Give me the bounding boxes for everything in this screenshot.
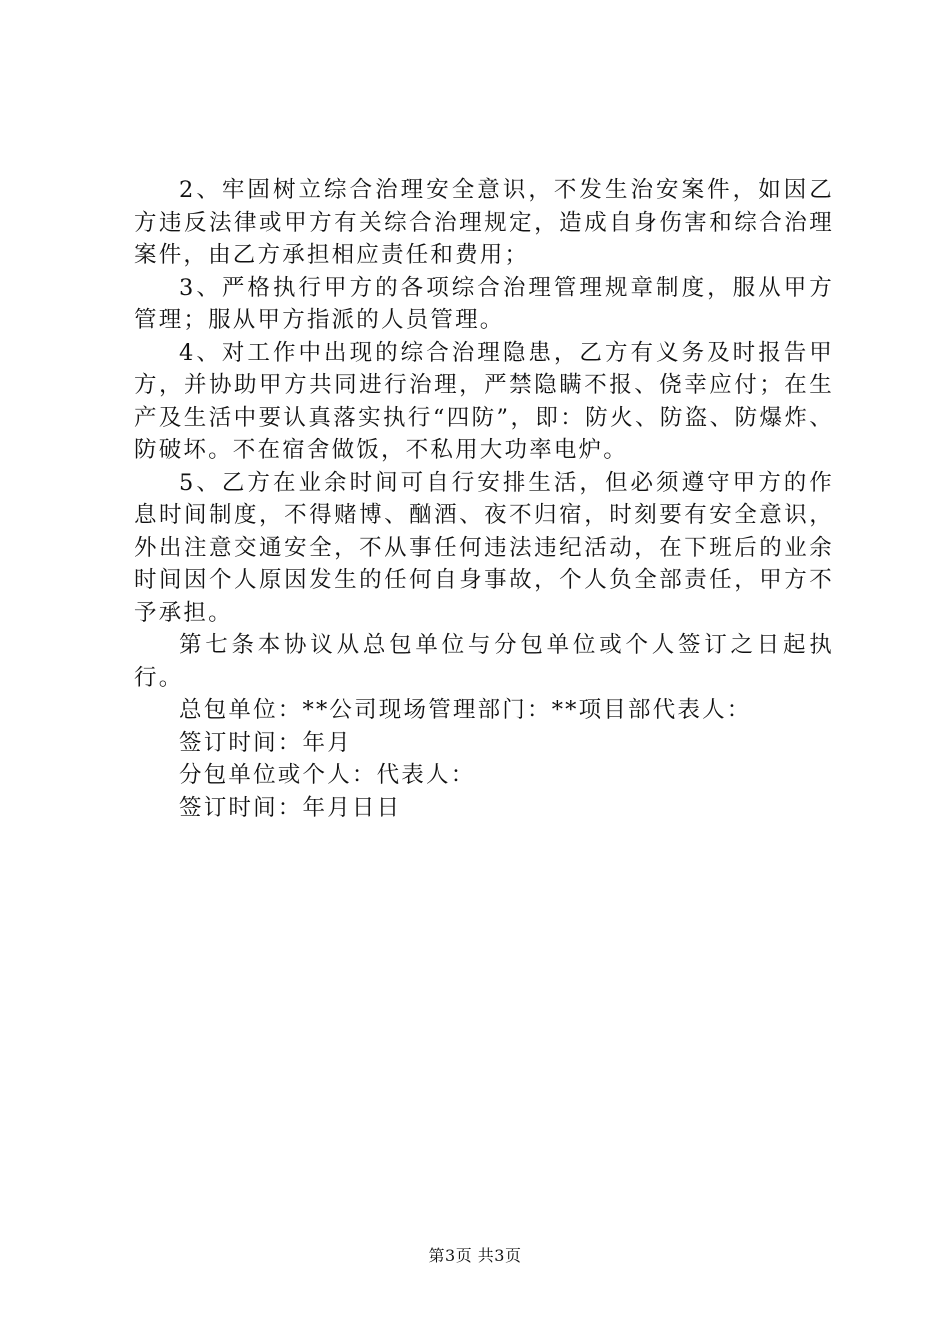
clause-4: 4、对工作中出现的综合治理隐患，乙方有义务及时报告甲方，并协助甲方共同进行治理，严禁隐瞒不报、侥幸应付；在生产及生活中要认真落实执行“四防”，即：防火、防盗、防爆炸、防破坏。不在宿舍做饭，不私用大功率电炉。 (134, 339, 834, 463)
signing-date-line-1: 签订时间：年月 (179, 729, 352, 756)
article-7: 第七条本协议从总包单位与分包单位或个人签订之日起执行。 (134, 632, 834, 691)
clause-5: 5、乙方在业余时间可自行安排生活，但必须遵守甲方的作息时间制度，不得赌博、酗酒、夜不归宿，时刻要有安全意识，外出注意交通安全，不从事任何违法违纪活动，在下班后的业余时间因个人原因发生的任何自身事故，个人负全部责任，甲方不予承担。 (134, 469, 834, 626)
page-number-footer: 第3页 共3页 (428, 1246, 522, 1265)
clause-3: 3、严格执行甲方的各项综合治理管理规章制度，服从甲方管理；服从甲方指派的人员管理。 (134, 274, 834, 333)
signing-date-line-2: 签订时间：年月日日 (179, 794, 402, 821)
general-contractor-signature-line: 总包单位：**公司现场管理部门：**项目部代表人： (179, 697, 752, 723)
document-body (134, 174, 834, 824)
clause-2: 2、牢固树立综合治理安全意识，不发生治安案件，如因乙方违反法律或甲方有关综合治理规定，造成自身伤害和综合治理案件，由乙方承担相应责任和费用； (134, 177, 834, 268)
subcontractor-signature-line: 分包单位或个人：代表人： (179, 762, 476, 788)
